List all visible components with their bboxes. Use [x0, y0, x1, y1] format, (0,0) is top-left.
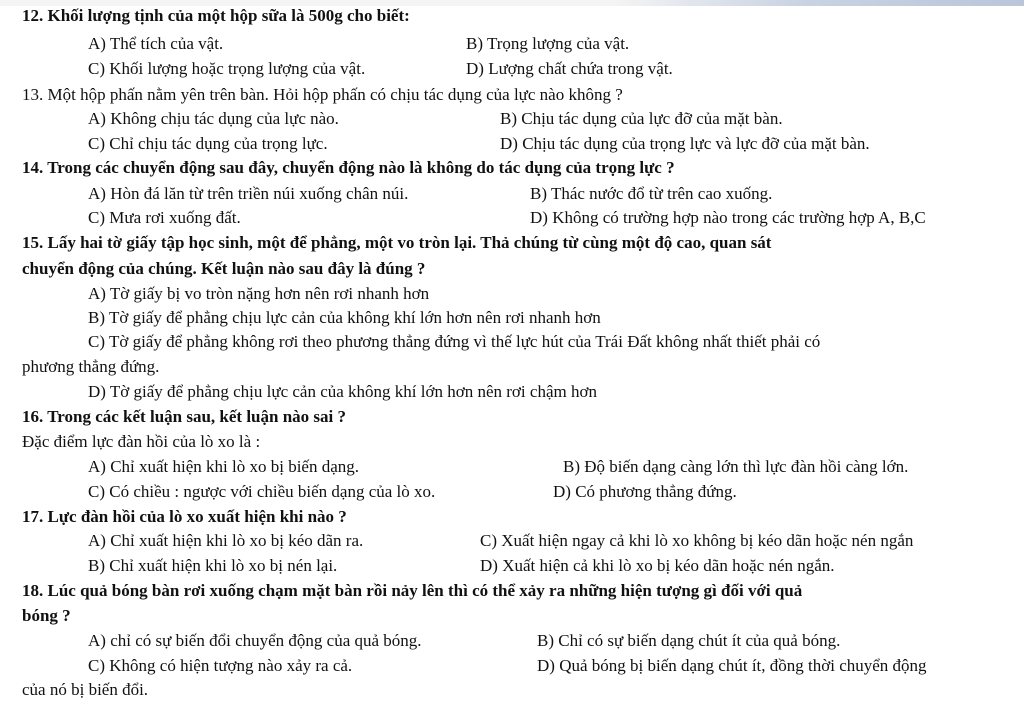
question-18-option-c: C) Không có hiện tượng nào xảy ra cả. — [88, 656, 353, 675]
question-17-option-a: A) Chỉ xuất hiện khi lò xo bị kéo dãn ra. — [88, 531, 364, 550]
question-14-option-c: C) Mưa rơi xuống đất. — [88, 208, 241, 227]
question-18-option-d-line-2: của nó bị biến đổi. — [22, 680, 149, 699]
question-16-option-c: C) Có chiều : ngược với chiều biến dạng của lò xo. — [88, 482, 436, 501]
question-13-option-d: D) Chịu tác dụng của trọng lực và lực đỡ của mặt bàn. — [500, 134, 870, 153]
question-13-option-c: C) Chỉ chịu tác dụng của trọng lực. — [88, 134, 328, 153]
question-12-option-a: A) Thể tích của vật. — [88, 34, 224, 53]
question-15-option-c-line-1: C) Tờ giấy để phẳng không rơi theo phương thẳng đứng vì thế lực hút của Trái Đất không nhất thiết phải có — [88, 332, 821, 351]
question-16-option-d: D) Có phương thẳng đứng. — [553, 482, 737, 501]
question-17-option-b: B) Chỉ xuất hiện khi lò xo bị nén lại. — [88, 556, 338, 575]
question-18-stem-line-1: 18. Lúc quả bóng bàn rơi xuống chạm mặt bàn rồi nảy lên thì có thể xảy ra những hiện tượng gì đối với quả — [22, 581, 803, 600]
question-14-stem: 14. Trong các chuyển động sau đây, chuyển động nào là không do tác dụng của trọng lực ? — [22, 158, 675, 177]
question-13-option-b: B) Chịu tác dụng của lực đỡ của mặt bàn. — [500, 109, 783, 128]
question-15-option-d: D) Tờ giấy để phẳng chịu lực cản của không khí lớn hơn nên rơi chậm hơn — [88, 382, 597, 401]
question-14-option-b: B) Thác nước đổ từ trên cao xuống. — [530, 184, 773, 203]
question-15-option-b: B) Tờ giấy để phẳng chịu lực cản của không khí lớn hơn nên rơi nhanh hơn — [88, 308, 601, 327]
question-18-stem-line-2: bóng ? — [22, 606, 71, 625]
question-18-option-b: B) Chỉ có sự biến dạng chút ít của quả bóng. — [537, 631, 841, 650]
question-18-option-d-line-1: D) Quả bóng bị biến dạng chút ít, đồng thời chuyển động — [537, 656, 927, 675]
question-18-option-a: A) chỉ có sự biến đổi chuyển động của quả bóng. — [88, 631, 422, 650]
question-15-stem-line-1: 15. Lấy hai tờ giấy tập học sinh, một để phẳng, một vo tròn lại. Thả chúng từ cùng một độ cao, quan sát — [22, 233, 772, 252]
question-16-subtitle: Đặc điểm lực đàn hồi của lò xo là : — [22, 432, 261, 451]
question-13-stem: 13. Một hộp phấn nằm yên trên bàn. Hỏi hộp phấn có chịu tác dụng của lực nào không ? — [22, 85, 623, 104]
question-16-option-a: A) Chỉ xuất hiện khi lò xo bị biến dạng. — [88, 457, 360, 476]
question-14-option-d: D) Không có trường hợp nào trong các trường hợp A, B,C — [530, 208, 926, 227]
question-15-option-c-line-2: phương thẳng đứng. — [22, 357, 160, 376]
question-15-option-a: A) Tờ giấy bị vo tròn nặng hơn nên rơi nhanh hơn — [88, 284, 430, 303]
question-15-stem-line-2: chuyển động của chúng. Kết luận nào sau đây là đúng ? — [22, 259, 426, 278]
question-12-option-d: D) Lượng chất chứa trong vật. — [466, 59, 673, 78]
question-17-option-c: C) Xuất hiện ngay cả khi lò xo không bị kéo dãn hoặc nén ngắn — [480, 531, 914, 550]
question-16-option-b: B) Độ biến dạng càng lớn thì lực đàn hồi càng lớn. — [563, 457, 909, 476]
question-14-option-a: A) Hòn đá lăn từ trên triền núi xuống chân núi. — [88, 184, 409, 203]
cut-off-next-line — [0, 700, 1024, 708]
question-17-option-d: D) Xuất hiện cả khi lò xo bị kéo dãn hoặc nén ngắn. — [480, 556, 835, 575]
question-17-stem: 17. Lực đàn hồi của lò xo xuất hiện khi nào ? — [22, 507, 347, 526]
question-13-option-a: A) Không chịu tác dụng của lực nào. — [88, 109, 339, 128]
question-12-option-c: C) Khối lượng hoặc trọng lượng của vật. — [88, 59, 366, 78]
question-12-option-b: B) Trọng lượng của vật. — [466, 34, 630, 53]
question-16-stem: 16. Trong các kết luận sau, kết luận nào sai ? — [22, 407, 347, 426]
question-12-stem: 12. Khối lượng tịnh của một hộp sữa là 500g cho biết: — [22, 6, 410, 25]
